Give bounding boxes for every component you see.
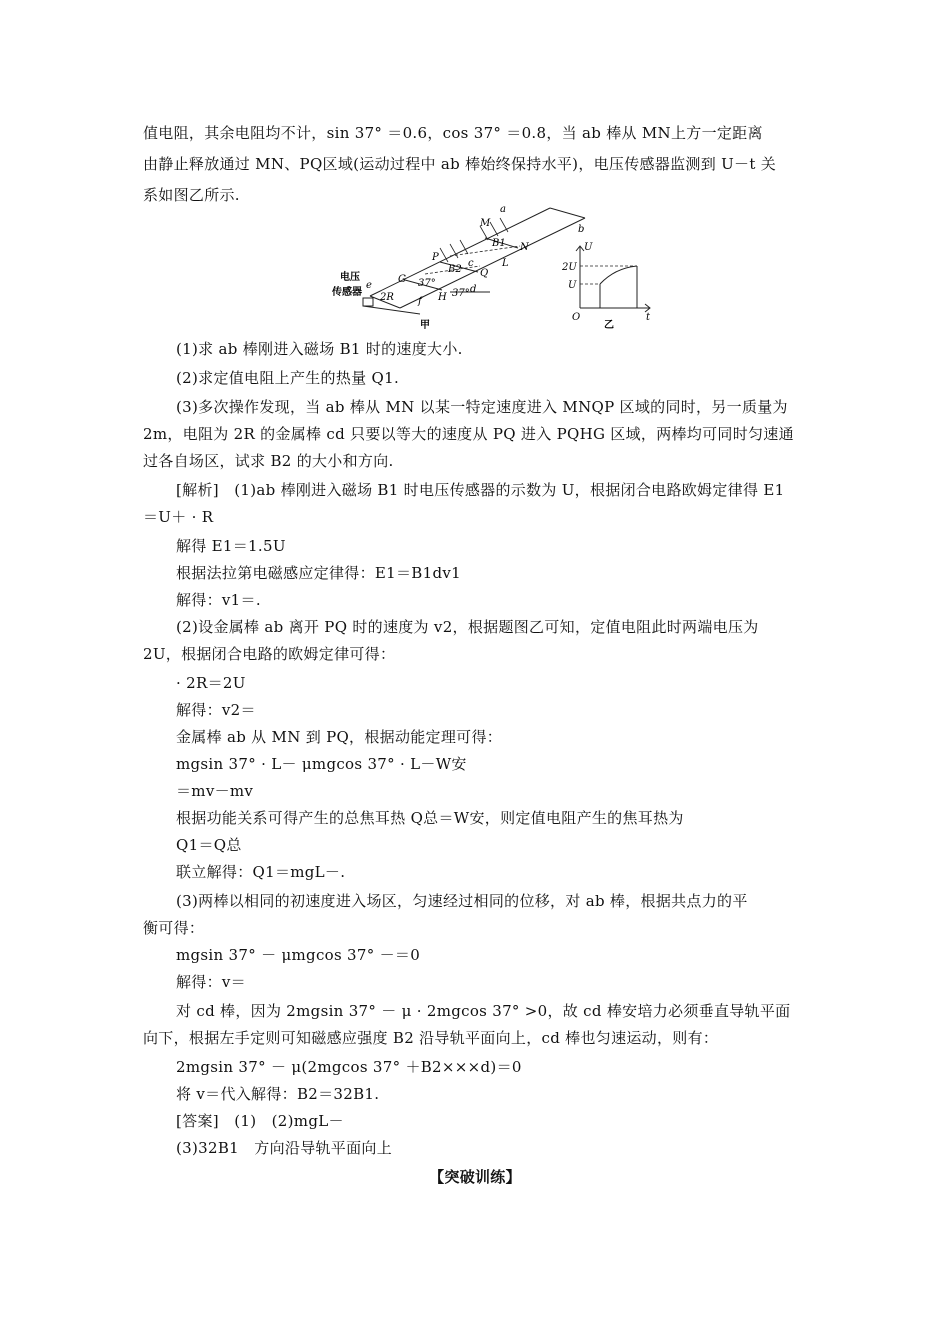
- question-line: (3)多次操作发现，当 ab 棒从 MN 以某一特定速度进入 MNQP 区域的同时，另一质量为: [176, 398, 788, 416]
- tick-2u: 2U: [562, 262, 577, 273]
- rod-ab: [550, 208, 585, 218]
- origin-label: O: [572, 312, 581, 323]
- solution-line: 向下，根据左手定则可知磁感应强度 B2 沿导轨平面向上，cd 棒也匀速运动，则有：: [143, 1029, 719, 1047]
- u-t-curve: [600, 266, 637, 284]
- label-2r: 2R: [380, 292, 394, 303]
- solution-line: mgsin 37° · L－ μmgcos 37° · L－W安: [176, 755, 467, 773]
- axis-t-label: t: [646, 312, 651, 323]
- question-line: 2m，电阻为 2R 的金属棒 cd 只要以等大的速度从 PQ 进入 PQHG 区域，两棒均可同时匀速通: [143, 425, 794, 443]
- answer-line: (3)32B1 方向沿导轨平面向上: [176, 1139, 393, 1157]
- solution-line: 将 v＝代入解得：B2＝32B1.: [176, 1085, 380, 1103]
- intro-line: 由静止释放通过 MN、PQ区域(运动过程中 ab 棒始终保持水平)，电压传感器监测到 U－t 关: [143, 155, 777, 173]
- label-p: P: [432, 252, 439, 263]
- label-f: f: [418, 296, 422, 307]
- label-m: M: [480, 218, 491, 229]
- intro-line: 值电阻，其余电阻均不计，sin 37° ＝0.6，cos 37° ＝0.8，当 ab 棒从 MN上方一定距离: [143, 124, 763, 142]
- solution-line: 解得：v2＝: [176, 701, 256, 719]
- question-line: (2)求定值电阻上产生的热量 Q1.: [176, 369, 400, 387]
- label-b1: B1: [492, 238, 506, 249]
- question-line: (1)求 ab 棒刚进入磁场 B1 时的速度大小.: [176, 340, 463, 358]
- label-angle-2: 37°: [452, 288, 470, 299]
- solution-line: ＝U＋ · R: [143, 508, 214, 526]
- physics-figure: [330, 196, 660, 334]
- label-g: G: [398, 274, 406, 285]
- solution-line: mgsin 37° － μmgcos 37° －＝0: [176, 946, 421, 964]
- sensor-label-1: 电压: [340, 272, 360, 283]
- solution-line: 联立解得：Q1＝mgL－.: [176, 863, 346, 881]
- solution-line: 根据功能关系可得产生的总焦耳热 Q总＝W安，则定值电阻产生的焦耳热为: [176, 809, 684, 827]
- label-angle-1: 37°: [418, 278, 436, 289]
- solution-line: 2mgsin 37° － μ(2mgcos 37° ＋B2×××d)＝0: [176, 1058, 522, 1076]
- solution-line: 金属棒 ab 从 MN 到 PQ，根据动能定理可得：: [176, 728, 503, 746]
- section-heading: 【突破训练】: [429, 1168, 521, 1186]
- label-b: b: [578, 224, 585, 235]
- label-h: H: [438, 292, 447, 303]
- tick-u: U: [568, 280, 577, 291]
- solution-line: 2U，根据闭合电路的欧姆定律可得：: [143, 645, 396, 663]
- axis-u-label: U: [584, 242, 593, 253]
- solution-line: 对 cd 棒，因为 2mgsin 37° － μ · 2mgcos 37° >0，故 cd 棒安培力必须垂直导轨平面: [176, 1002, 791, 1020]
- solution-line: 解得：v1＝.: [176, 591, 261, 609]
- solution-line: 根据法拉第电磁感应定律得：E1＝B1dv1: [176, 564, 461, 582]
- label-l: L: [502, 258, 509, 269]
- solution-line: ＝mv－mv: [176, 782, 254, 800]
- solution-line: Q1＝Q总: [176, 836, 242, 854]
- solution-line: 解得 E1＝1.5U: [176, 537, 286, 555]
- solution-line: 衡可得：: [143, 919, 205, 937]
- caption-yi: 乙: [604, 320, 614, 331]
- solution-line: [解析] (1)ab 棒刚进入磁场 B1 时电压传感器的示数为 U，根据闭合电路欧姆定律得 E1: [176, 481, 785, 499]
- label-c: c: [468, 258, 474, 269]
- label-e: e: [366, 280, 372, 291]
- label-d: d: [470, 284, 477, 295]
- solution-line: (2)设金属棒 ab 离开 PQ 时的速度为 v2，根据题图乙可知，定值电阻此时两端电压为: [176, 618, 759, 636]
- label-b2: B2: [448, 264, 462, 275]
- intro-line: 系如图乙所示.: [143, 186, 240, 204]
- solution-line: · 2R＝2U: [176, 674, 246, 692]
- sensor-label-2: 传感器: [332, 287, 362, 298]
- label-a: a: [500, 204, 506, 215]
- rail-lower: [400, 218, 585, 308]
- solution-line: (3)两棒以相同的初速度进入场区，匀速经过相同的位移，对 ab 棒，根据共点力的平: [176, 892, 748, 910]
- question-line: 过各自场区，试求 B2 的大小和方向.: [143, 452, 394, 470]
- label-n: N: [520, 242, 529, 253]
- answer-line: [答案] (1) (2)mgL－: [176, 1112, 344, 1130]
- label-q: Q: [480, 268, 489, 279]
- solution-line: 解得：v＝: [176, 973, 246, 991]
- caption-jia: 甲: [420, 320, 430, 331]
- figure-svg: [330, 196, 660, 334]
